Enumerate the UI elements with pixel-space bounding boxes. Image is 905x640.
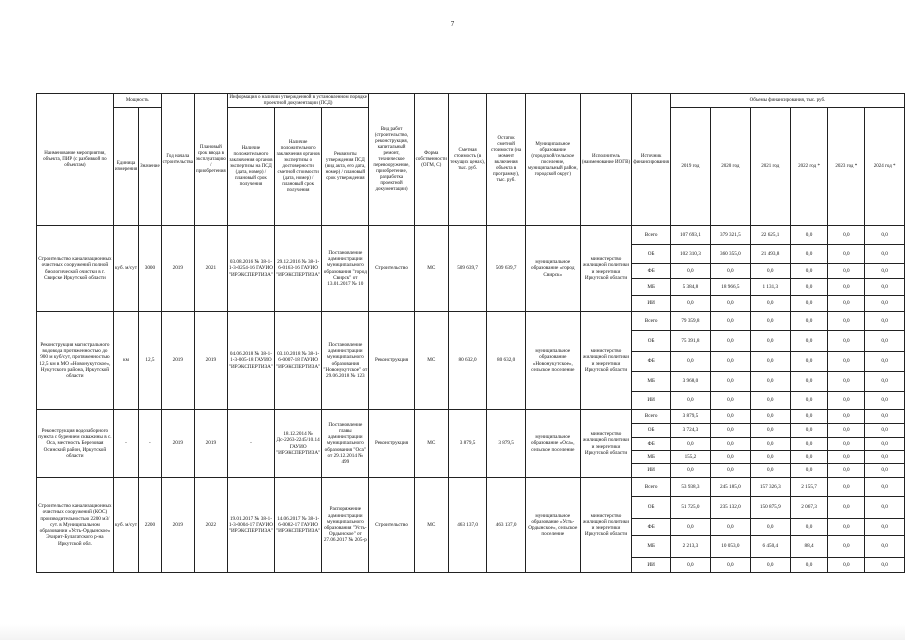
- funding-value: 0,0: [828, 372, 865, 392]
- funding-value: 0,0: [670, 392, 710, 410]
- approval-docs: Постановление администрации муниципального образования "город Свирск" от 13.01.2017 № 10: [322, 226, 369, 312]
- header-value: Значение: [139, 108, 162, 226]
- funding-source: ИИ: [632, 296, 671, 312]
- funding-source: МБ: [632, 536, 671, 558]
- year-start: 2019: [161, 226, 194, 312]
- funding-value: 245 185,0: [710, 478, 750, 497]
- expertise-positive: 04.06.2018 № 38-1-1-3-005-18 ГАУИО "ИРЭКСПЕРТИЗА": [227, 312, 274, 410]
- funding-value: 0,0: [750, 296, 790, 312]
- header-estimate: Сметная стоимость (в текущих ценах), тыс. руб.: [448, 94, 486, 226]
- funding-value: 0,0: [865, 312, 905, 331]
- funding-value: 0,0: [750, 331, 790, 352]
- funding-value: 0,0: [750, 312, 790, 331]
- funding-value: 0,0: [828, 424, 865, 438]
- funding-value: 0,0: [828, 226, 865, 245]
- funding-value: 0,0: [710, 331, 750, 352]
- executor: министерство жилищной политики и энергетики Иркутской области: [580, 478, 632, 573]
- funding-value: 0,0: [828, 312, 865, 331]
- funding-value: 379 321,5: [710, 226, 750, 245]
- funding-value: 3 724,3: [670, 424, 710, 438]
- funding-value: 0,0: [828, 264, 865, 279]
- funding-value: 0,0: [865, 331, 905, 352]
- funding-value: 0,0: [710, 312, 750, 331]
- funding-value: 0,0: [710, 424, 750, 438]
- header-2024: 2024 год *: [865, 108, 905, 226]
- header-approval-docs: Реквизиты утверждения ПСД (вид акта, его дата, номер) / плановый срок утверждения: [322, 108, 369, 226]
- year-end: 2022: [194, 478, 227, 573]
- funding-value: 0,0: [670, 352, 710, 372]
- executor: министерство жилищной политики и энергетики Иркутской области: [580, 312, 632, 410]
- funding-value: 0,0: [865, 226, 905, 245]
- header-name: Наименование мероприятия, объекта, ПИР (с разбивкой по объектам): [37, 94, 114, 226]
- funding-value: 0,0: [750, 451, 790, 464]
- expertise-positive: 19.01.2017 № 38-1-1-3-0004-17 ГАУИО "ИРЭКСПЕРТИЗА": [227, 478, 274, 573]
- funding-value: 0,0: [790, 372, 828, 392]
- funding-value: 150 875,9: [750, 497, 790, 519]
- funding-value: 0,0: [790, 264, 828, 279]
- funding-value: 0,0: [865, 438, 905, 451]
- funding-value: 0,0: [750, 372, 790, 392]
- funding-value: 18 966,5: [710, 279, 750, 296]
- table-row: [37, 312, 905, 331]
- funding-source: Всего: [632, 226, 671, 245]
- funding-value: 0,0: [828, 519, 865, 536]
- table-row: [37, 226, 905, 245]
- municipality: муниципальное образование «город Свирск»: [526, 226, 581, 312]
- funding-source: МБ: [632, 372, 671, 392]
- funding-source: МБ: [632, 451, 671, 464]
- funding-value: 0,0: [710, 352, 750, 372]
- funding-value: 0,0: [828, 438, 865, 451]
- funding-value: 0,0: [865, 352, 905, 372]
- year-start: 2019: [161, 410, 194, 478]
- funding-value: 0,0: [710, 464, 750, 478]
- funding-value: 51 725,0: [670, 497, 710, 519]
- funding-value: 0,0: [865, 392, 905, 410]
- table-row: [37, 410, 905, 424]
- funding-value: 0,0: [865, 451, 905, 464]
- funding-value: 0,0: [790, 226, 828, 245]
- funding-value: 0,0: [710, 519, 750, 536]
- funding-value: 0,0: [865, 464, 905, 478]
- funding-value: 0,0: [750, 352, 790, 372]
- header-works: Вид работ (строительство, реконструкция, капитальный ремонт, техническое перевооружение, приобретение, разработка проектной документации): [369, 94, 414, 226]
- expertise-positive: 03.08.2016 № 38-1-1-3-0254-16 ГАУИО "ИРЭКСПЕРТИЗА": [227, 226, 274, 312]
- expertise-positive: -: [227, 410, 274, 478]
- header-2019: 2019 год: [670, 108, 710, 226]
- funding-value: 107 693,1: [670, 226, 710, 245]
- funding-value: 0,0: [828, 279, 865, 296]
- funding-value: 5 384,8: [670, 279, 710, 296]
- funding-value: 0,0: [828, 464, 865, 478]
- estimate-cost: 3 879,5: [448, 410, 486, 478]
- funding-value: 0,0: [790, 438, 828, 451]
- funding-value: 0,0: [828, 410, 865, 424]
- object-name: Реконструкция водозаборного пункта с бурением скважины в с. Оса, местность Березовая Осинский район, Иркутской области: [37, 410, 114, 478]
- funding-source: ИИ: [632, 464, 671, 478]
- funding-value: 0,0: [750, 424, 790, 438]
- funding-value: 88,4: [790, 536, 828, 558]
- funding-value: 79 359,8: [670, 312, 710, 331]
- header-executor: Исполнитель (наименование ИОГВ): [580, 94, 632, 226]
- funding-value: 0,0: [828, 558, 865, 573]
- estimate-cost: 509 639,7: [448, 226, 486, 312]
- executor: министерство жилищной политики и энергетики Иркутской области: [580, 226, 632, 312]
- header-remaining: Остаток сметной стоимости (на момент включения объекта в программу), тыс. руб.: [487, 94, 526, 226]
- capacity-unit: км: [113, 312, 138, 410]
- funding-value: 0,0: [750, 392, 790, 410]
- funding-source: Всего: [632, 478, 671, 497]
- ownership-form: МС: [414, 478, 448, 573]
- funding-value: 0,0: [865, 372, 905, 392]
- funding-value: 155,2: [670, 451, 710, 464]
- funding-value: 0,0: [865, 245, 905, 264]
- estimate-cost: 463 137,0: [448, 478, 486, 573]
- funding-value: 0,0: [750, 558, 790, 573]
- funding-value: 0,0: [710, 558, 750, 573]
- funding-value: 0,0: [828, 331, 865, 352]
- funding-value: 6 450,4: [750, 536, 790, 558]
- funding-value: 2 155,7: [790, 478, 828, 497]
- funding-source: МБ: [632, 279, 671, 296]
- funding-value: 0,0: [865, 536, 905, 558]
- remaining-cost: 3 879,5: [487, 410, 526, 478]
- funding-value: 0,0: [790, 451, 828, 464]
- works-type: Реконструкция: [369, 312, 414, 410]
- funding-value: 0,0: [710, 372, 750, 392]
- funding-value: 0,0: [828, 536, 865, 558]
- approval-docs: Постановление администрации муниципального образования "Новонукутское" от 29.06.2018 № 123: [322, 312, 369, 410]
- header-year-end: Плановый срок ввода в эксплуатацию / приобретения: [194, 94, 227, 226]
- funding-value: 0,0: [670, 296, 710, 312]
- funding-value: 0,0: [828, 296, 865, 312]
- funding-value: 0,0: [865, 478, 905, 497]
- header-approval: Информация о наличии утвержденной в установленном порядке проектной документации (ПСД): [229, 94, 367, 106]
- funding-value: 235 132,0: [710, 497, 750, 519]
- funding-value: 157 326,3: [750, 478, 790, 497]
- expertise-cost: 29.12.2016 № 38-1-6-0163-16 ГАУИО "ИРЭКСПЕРТИЗА": [275, 226, 322, 312]
- funding-value: 2 067,3: [790, 497, 828, 519]
- funding-value: 3 879,5: [670, 410, 710, 424]
- table-body: [37, 226, 905, 573]
- header-2022: 2022 год *: [790, 108, 828, 226]
- works-type: Реконструкция: [369, 410, 414, 478]
- year-start: 2019: [161, 312, 194, 410]
- funding-value: 0,0: [865, 410, 905, 424]
- funding-value: 0,0: [865, 424, 905, 438]
- header-unit: Единица измерения: [113, 108, 138, 226]
- funding-value: 0,0: [828, 451, 865, 464]
- funding-value: 21 493,8: [750, 245, 790, 264]
- table-row: [37, 478, 905, 497]
- approval-docs: Постановление главы администрации муниципального образования "Оса" от 29.12.2014 № 499: [322, 410, 369, 478]
- municipality: муниципальное образование «Оса», сельское поселение: [526, 410, 581, 478]
- funding-value: 0,0: [790, 312, 828, 331]
- expertise-cost: 14.06.2017 № 38-1-6-0082-17 ГАУИО "ИРЭКСПЕРТИЗА": [275, 478, 322, 573]
- header-source: Источник финансирования: [632, 94, 671, 226]
- ownership-form: МС: [414, 312, 448, 410]
- capacity-value: -: [139, 410, 162, 478]
- header-expertise-positive: Наличие положительного заключения органов экспертизы на ПСД (дата, номер) / плановый срок получения: [227, 108, 274, 226]
- funding-value: 0,0: [828, 392, 865, 410]
- funding-source: ОБ: [632, 331, 671, 352]
- funding-value: 0,0: [790, 519, 828, 536]
- approval-docs: Распоряжение администрации муниципального образования "Усть-Ордынское" от 27.06.2017 № 205-р: [322, 478, 369, 573]
- funding-value: 0,0: [790, 296, 828, 312]
- header-volumes: Объемы финансирования, тыс. руб.: [670, 94, 904, 108]
- funding-value: 1 131,3: [750, 279, 790, 296]
- funding-value: 0,0: [710, 451, 750, 464]
- funding-source: ОБ: [632, 245, 671, 264]
- ownership-form: МС: [414, 226, 448, 312]
- funding-value: 0,0: [750, 264, 790, 279]
- funding-value: 10 053,0: [710, 536, 750, 558]
- expertise-cost: 18.12.2014 № Дс-2263-2245/10.14 ГАУИО "ИРЭКСПЕРТИЗА": [275, 410, 322, 478]
- funding-value: 0,0: [750, 410, 790, 424]
- capacity-unit: -: [113, 410, 138, 478]
- funding-value: 0,0: [670, 558, 710, 573]
- capacity-unit: куб. м/сут: [113, 478, 138, 573]
- funding-value: 0,0: [828, 497, 865, 519]
- page-number: 7: [450, 20, 455, 28]
- funding-value: 0,0: [865, 264, 905, 279]
- funding-value: 53 938,3: [670, 478, 710, 497]
- funding-value: 0,0: [790, 558, 828, 573]
- header-2021: 2021 год: [750, 108, 790, 226]
- funding-value: 0,0: [828, 352, 865, 372]
- funding-source: ИИ: [632, 392, 671, 410]
- funding-value: 0,0: [790, 352, 828, 372]
- capacity-unit: куб. м/сут: [113, 226, 138, 312]
- funding-value: 0,0: [750, 438, 790, 451]
- funding-value: 0,0: [790, 392, 828, 410]
- year-start: 2019: [161, 478, 194, 573]
- funding-value: 0,0: [790, 245, 828, 264]
- funding-value: 0,0: [865, 279, 905, 296]
- funding-source: ИИ: [632, 558, 671, 573]
- funding-source: ФБ: [632, 438, 671, 451]
- funding-value: 0,0: [828, 245, 865, 264]
- funding-value: 0,0: [710, 392, 750, 410]
- ownership-form: МС: [414, 410, 448, 478]
- funding-value: 0,0: [710, 410, 750, 424]
- capacity-value: 3000: [139, 226, 162, 312]
- works-type: Строительство: [369, 478, 414, 573]
- funding-value: 22 625,1: [750, 226, 790, 245]
- municipality: муниципальное образование «Усть-Ордынское», сельское поселение: [526, 478, 581, 573]
- funding-value: 0,0: [790, 410, 828, 424]
- funding-value: 0,0: [670, 464, 710, 478]
- funding-value: 0,0: [670, 438, 710, 451]
- funding-source: ФБ: [632, 352, 671, 372]
- funding-value: 0,0: [710, 296, 750, 312]
- header-expertise-cost: Наличие положительного заключения органов экспертизы о достоверности сметной стоимости (дата, номер) / плановый срок получения: [275, 108, 322, 226]
- header-municipality: Муниципальное образование (городской/сельское поселение, муниципальный район, городской округ): [526, 94, 581, 226]
- funding-value: 102 310,3: [670, 245, 710, 264]
- financing-table: [36, 93, 905, 573]
- funding-value: 0,0: [865, 519, 905, 536]
- year-end: 2019: [194, 312, 227, 410]
- remaining-cost: 509 639,7: [487, 226, 526, 312]
- object-name: Строительство канализационных очистных сооружений (КОС) производительностью 2200 м3/сут. в Муниципальном образовании «Усть-Ордынское» Эхирит-Булагатского р-на Иркутской обл.: [37, 478, 114, 573]
- header-ownership: Форма собственности (ОГМ, С): [414, 94, 448, 226]
- funding-source: ОБ: [632, 497, 671, 519]
- funding-value: 0,0: [750, 464, 790, 478]
- object-name: Реконструкция магистрального водовода протяженностью до 900 м куб/сут, протяженностью 12,5 км в МО «Новонукутское», Нукутского района, Иркутской области: [37, 312, 114, 410]
- remaining-cost: 463 137,0: [487, 478, 526, 573]
- funding-value: 0,0: [865, 296, 905, 312]
- funding-value: 0,0: [828, 478, 865, 497]
- header-year-start: Год начала строительства: [161, 94, 194, 226]
- header-capacity: Мощность: [113, 94, 161, 108]
- estimate-cost: 80 632,0: [448, 312, 486, 410]
- funding-source: ФБ: [632, 519, 671, 536]
- remaining-cost: 80 632,0: [487, 312, 526, 410]
- funding-value: 0,0: [790, 424, 828, 438]
- capacity-value: 12,5: [139, 312, 162, 410]
- works-type: Строительство: [369, 226, 414, 312]
- funding-value: 0,0: [790, 464, 828, 478]
- funding-value: 360 355,0: [710, 245, 750, 264]
- funding-value: 0,0: [790, 279, 828, 296]
- funding-value: 0,0: [670, 264, 710, 279]
- funding-value: 75 391,8: [670, 331, 710, 352]
- funding-value: 0,0: [865, 558, 905, 573]
- funding-value: 0,0: [670, 519, 710, 536]
- expertise-cost: 03.10.2018 № 38-1-6-0007-18 ГАУИО "ИРЭКСПЕРТИЗА": [275, 312, 322, 410]
- funding-source: ОБ: [632, 424, 671, 438]
- funding-value: 0,0: [865, 497, 905, 519]
- executor: министерство жилищной политики и энергетики Иркутской области: [580, 410, 632, 478]
- funding-source: ФБ: [632, 264, 671, 279]
- funding-value: 0,0: [710, 438, 750, 451]
- funding-value: 0,0: [710, 264, 750, 279]
- capacity-value: 2200: [139, 478, 162, 573]
- funding-source: Всего: [632, 410, 671, 424]
- municipality: муниципальное образование «Новонукутское», сельское поселение: [526, 312, 581, 410]
- scan-bottom-edge: [0, 624, 905, 640]
- funding-value: 3 968,0: [670, 372, 710, 392]
- funding-source: Всего: [632, 312, 671, 331]
- funding-value: 0,0: [750, 519, 790, 536]
- year-end: 2019: [194, 410, 227, 478]
- funding-value: 0,0: [790, 331, 828, 352]
- object-name: Строительство канализационных очистных сооружений полной биологической очистки в г. Свирске Иркутской области: [37, 226, 114, 312]
- header-2023: 2023 год *: [828, 108, 865, 226]
- year-end: 2021: [194, 226, 227, 312]
- header-2020: 2020 год: [710, 108, 750, 226]
- funding-value: 2 213,3: [670, 536, 710, 558]
